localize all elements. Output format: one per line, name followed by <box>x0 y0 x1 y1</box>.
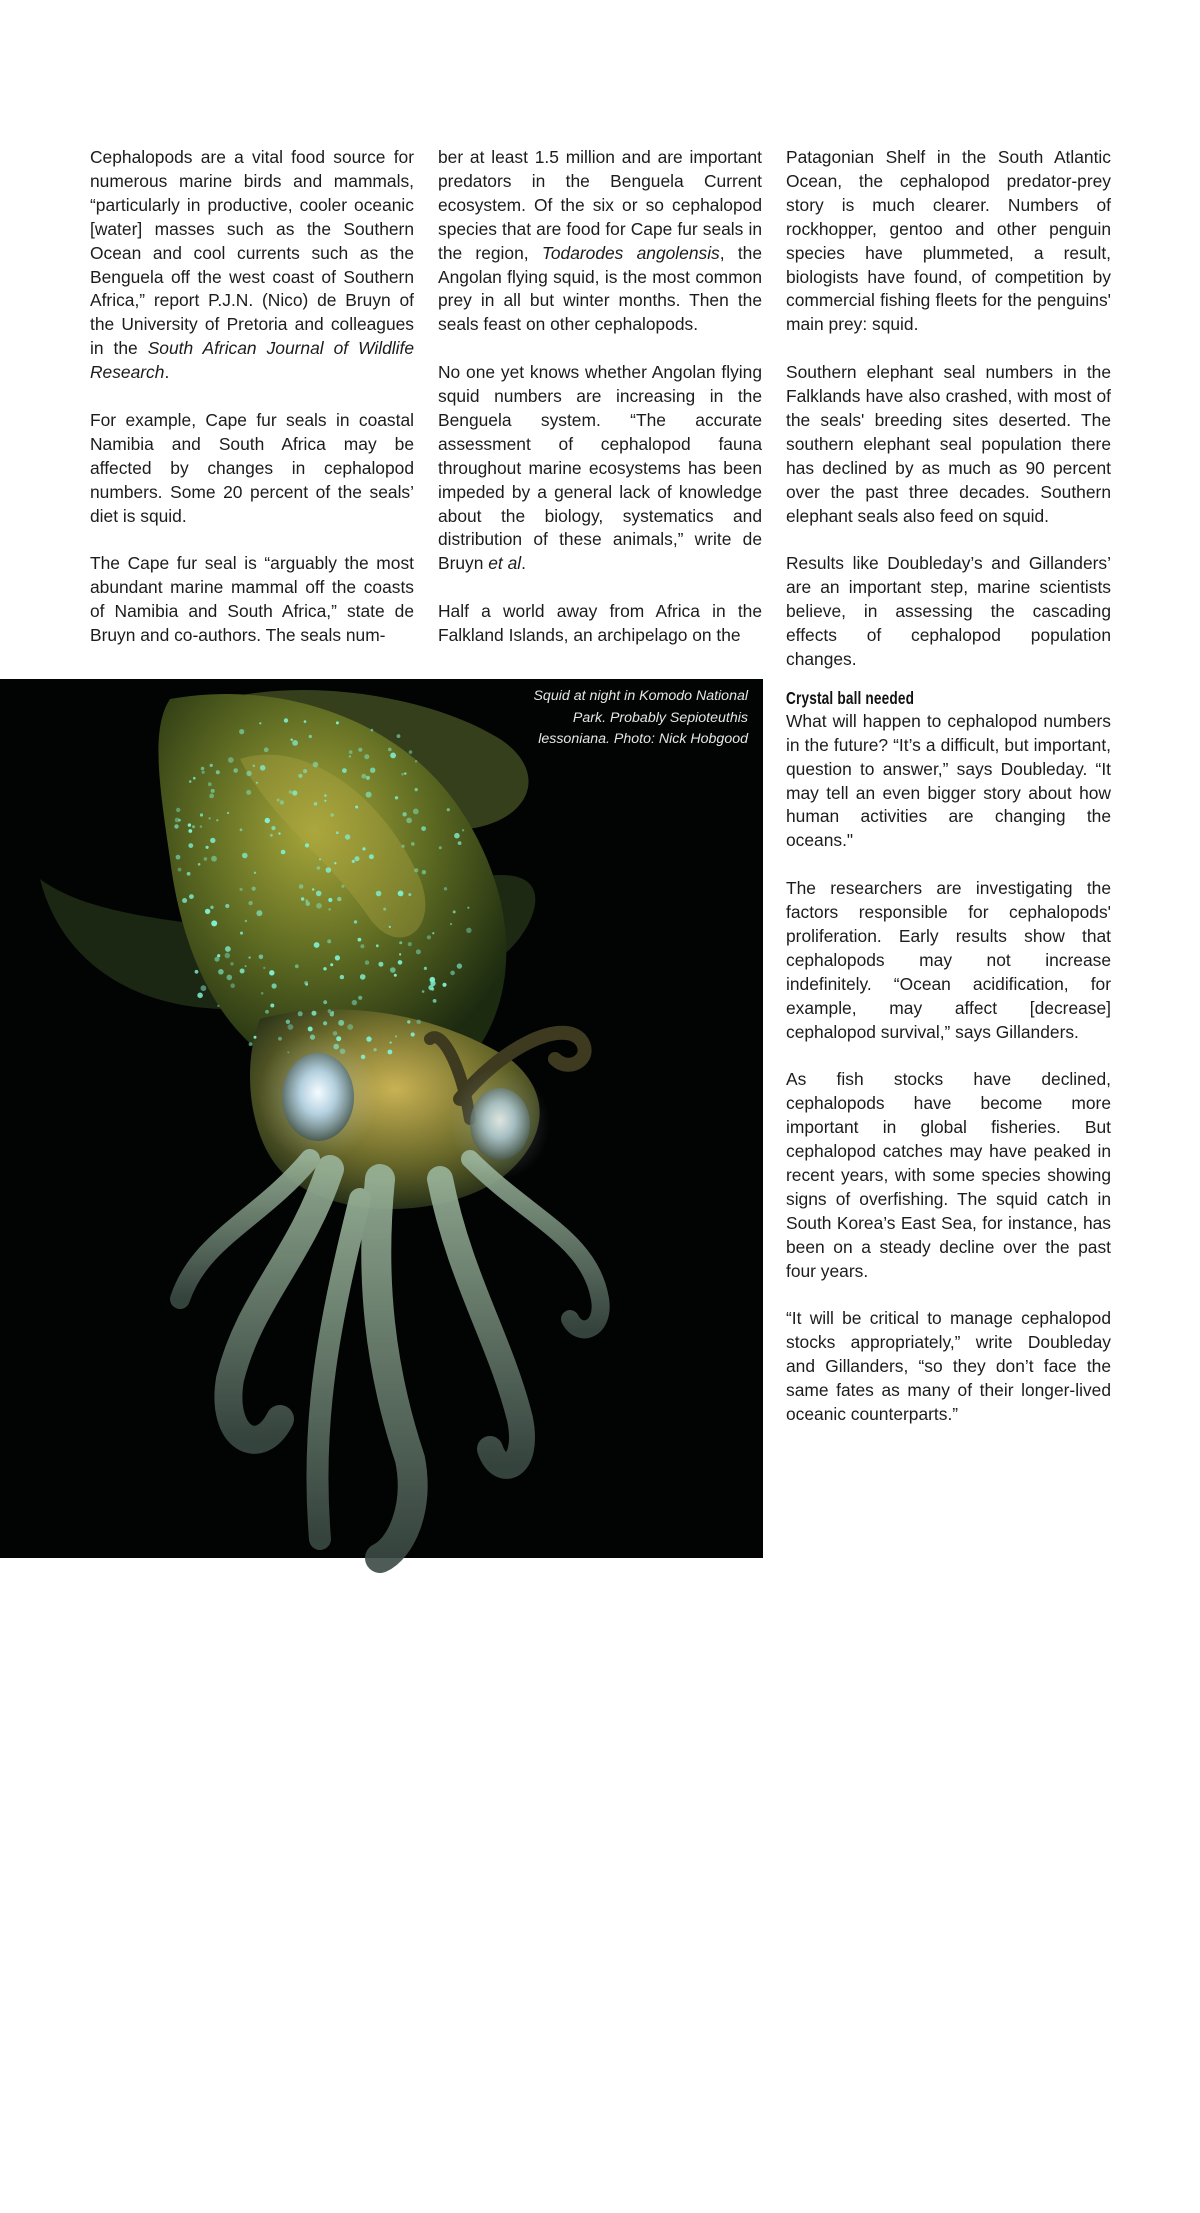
glow-spot <box>402 812 406 816</box>
glow-spot <box>230 962 233 965</box>
glow-spot <box>432 932 434 934</box>
glow-spot <box>187 872 191 876</box>
glow-spot <box>225 946 231 952</box>
glow-spot <box>280 800 284 804</box>
glow-spot <box>295 964 299 968</box>
squid-photo <box>0 679 763 2210</box>
glow-spot <box>210 764 213 767</box>
glow-spot <box>326 867 332 873</box>
glow-spot <box>370 768 375 773</box>
glow-spot <box>192 825 195 828</box>
glow-spot <box>305 843 309 847</box>
glow-spot <box>336 1036 341 1041</box>
paragraph: Half a world away from Africa in the Falkland Islands, an archipelago on the <box>438 601 762 646</box>
glow-spot <box>206 846 209 849</box>
glow-spot <box>330 963 333 966</box>
paragraph: “It will be critical to manage cephalopod stocks appropriately,” write Doubleday and Gillanders, “so they don’t face the same fates as many of their longer-lived oceanic counterparts.” <box>786 1308 1111 1425</box>
glow-spot <box>240 969 245 974</box>
glow-spot <box>398 891 404 897</box>
glow-spot <box>366 1036 371 1041</box>
glow-spot <box>245 920 247 922</box>
glow-spot <box>316 891 322 897</box>
glow-spot <box>378 962 383 967</box>
glow-spot <box>361 774 366 779</box>
glow-spot <box>317 866 321 870</box>
glow-spot <box>323 1021 327 1025</box>
glow-spot <box>209 817 211 819</box>
glow-spot <box>242 853 248 859</box>
glow-spot <box>260 765 266 771</box>
glow-spot <box>337 897 341 901</box>
paragraph: Southern elephant seal numbers in the Falklands have also crashed, with most of the seals' breeding sites deserted. The southern elephant seal population there has declined by as much as 90 percent over the past three decades. Southern elephant seals also feed on squid. <box>786 362 1111 526</box>
article-column-2 <box>438 146 762 672</box>
glow-spot <box>209 794 214 799</box>
glow-spot <box>240 888 243 891</box>
glow-spot <box>361 1055 366 1060</box>
glow-spot <box>239 729 244 734</box>
glow-spot <box>225 904 229 908</box>
paragraph: No one yet knows whether Angolan flying squid numbers are increasing in the Benguela system. “The accurate assessment of cephalopod fauna throughout marine ecosystems has been impeded by a general lack of knowledge about the biology, systematics and distribution of these animals,” write de Bruyn et al. <box>438 362 762 574</box>
et-al: et al <box>488 553 522 574</box>
glow-spot <box>355 856 360 861</box>
glow-spot <box>249 1042 253 1046</box>
glow-spot <box>227 812 229 814</box>
glow-spot <box>176 855 181 860</box>
glow-spot <box>252 887 256 891</box>
glow-spot <box>286 1020 290 1024</box>
glow-spot <box>253 765 256 768</box>
glow-spot <box>413 809 419 815</box>
glow-spot <box>411 1032 415 1036</box>
glow-spot <box>335 955 340 960</box>
paragraph: What will happen to cephalopod numbers in the future? “It’s a difficult, but important, question to answer,” says Doubleday. “It may tell an even bigger story about how human activities are changing the oceans." <box>786 710 1111 851</box>
paragraph: ber at least 1.5 million and are important predators in the Benguela Current ecosystem. Of the six or so cephalopod species that are food for Cape fur seals in the region, Todarodes angolensis, the Angolan flying squid, is the most common prey in all but winter months. Then the seals feast on other cephalopods. <box>438 147 763 335</box>
glow-spot <box>362 847 365 850</box>
glow-spot <box>304 981 308 985</box>
glow-spot <box>453 910 456 913</box>
glow-spot <box>376 891 382 897</box>
glow-spot <box>352 860 355 863</box>
glow-spot <box>467 907 469 909</box>
glow-spot <box>431 988 434 991</box>
glow-spot <box>278 832 280 834</box>
glow-spot <box>259 722 261 724</box>
page-number: 24 <box>40 2187 62 2208</box>
glow-spot <box>193 777 196 780</box>
glow-spot <box>309 735 312 738</box>
glow-spot <box>202 771 205 774</box>
glow-spot <box>394 974 397 977</box>
glow-spot <box>422 870 426 874</box>
glow-spot <box>240 932 243 935</box>
glow-spot <box>178 819 181 822</box>
glow-spot <box>246 790 251 795</box>
glow-spot <box>333 1031 338 1036</box>
glow-spot <box>414 868 418 872</box>
glow-spot <box>254 1036 257 1039</box>
glow-spot <box>278 1037 282 1041</box>
glow-spot <box>408 893 411 896</box>
glow-spot <box>316 903 322 909</box>
glow-spot <box>398 960 403 965</box>
glow-spot <box>374 1048 377 1051</box>
glow-spot <box>246 771 251 776</box>
glow-spot <box>176 808 180 812</box>
glow-spot <box>264 747 269 752</box>
glow-spot <box>272 983 277 988</box>
paragraph: The Cape fur seal is “arguably the most abundant marine mammal off the coasts of Namibia and South Africa,” state de Bruyn and co-authors. The seals num- <box>90 553 414 646</box>
glow-spot <box>328 1009 332 1013</box>
glow-spot <box>305 899 308 902</box>
glow-spot <box>197 993 203 999</box>
glow-spot <box>388 748 392 752</box>
glow-spot <box>334 862 336 864</box>
glow-spot <box>248 956 250 958</box>
paragraph: Cephalopods are a vital food source for numerous marine birds and mammals, “particularly in productive, cooler oceanic [water] masses such as the Southern Ocean and cool currents such as the Benguela off the west coast of Southern Africa,” report P.J.N. (Nico) de Bruyn of the University of Pretoria and colleagues in the South African Journal of Wildlife Research. <box>90 147 414 383</box>
glow-spot <box>328 908 330 910</box>
glow-spot <box>271 826 275 830</box>
glow-spot <box>365 960 369 964</box>
glow-spot <box>240 828 243 831</box>
glow-spot <box>216 770 220 774</box>
glow-spot <box>324 800 326 802</box>
glow-spot <box>422 990 425 993</box>
issue-date: JULY / AUGUST 2019 <box>124 2189 292 2206</box>
glow-spot <box>397 734 401 738</box>
species-name: Todarodes angolensis <box>541 242 720 263</box>
glow-spot <box>298 774 302 778</box>
glow-spot <box>284 718 288 722</box>
glow-spot <box>342 768 347 773</box>
glow-spot <box>427 935 431 939</box>
paragraph: The researchers are investigating the factors responsible for cephalopods' proliferation. Early results show that cephalopods may not increase indefinitely. “Ocean acidification, for example, may affect [decrease] cephalopod survival,” says Gillanders. <box>786 878 1111 1042</box>
magazine-logo: eco <box>79 2185 116 2210</box>
glow-spot <box>200 825 202 827</box>
glow-spot <box>189 780 192 783</box>
glow-spot <box>388 1050 393 1055</box>
glow-spot <box>289 790 293 794</box>
glow-spot <box>457 963 462 968</box>
glow-spot <box>409 750 413 754</box>
glow-spot <box>338 1020 344 1026</box>
glow-spot <box>416 1020 421 1025</box>
paragraph: Patagonian Shelf in the South Atlantic Ocean, the cephalopod predator-prey story is much clearer. Numbers of rockhopper, gentoo and other penguin species have plummeted, a result, biologists have found, of competition by commercial fishing fleets for the penguins' main prey: squid. <box>786 147 1111 335</box>
glow-spot <box>369 854 374 859</box>
glow-spot <box>433 999 437 1003</box>
glow-spot <box>358 938 362 942</box>
glow-spot <box>314 942 320 948</box>
glow-spot <box>458 841 462 845</box>
glow-spot <box>188 823 191 826</box>
glow-spot <box>328 898 332 902</box>
glow-spot <box>407 1020 410 1023</box>
glow-spot <box>313 762 319 768</box>
glow-spot <box>462 829 464 831</box>
glow-spot <box>303 769 307 773</box>
glow-spot <box>218 969 224 975</box>
glow-spot <box>298 1011 303 1016</box>
glow-spot <box>314 802 318 806</box>
glow-spot <box>395 1035 397 1037</box>
glow-spot <box>259 955 264 960</box>
glow-spot <box>389 1041 391 1043</box>
glow-spot <box>182 898 187 903</box>
glow-spot <box>254 872 256 874</box>
glow-spot <box>195 970 199 974</box>
glow-spot <box>200 813 203 816</box>
glow-spot <box>371 729 374 732</box>
glow-spot <box>263 967 265 969</box>
glow-spot <box>270 1004 274 1008</box>
glow-spot <box>217 1005 219 1007</box>
glow-spot <box>447 808 450 811</box>
glow-spot <box>466 928 471 933</box>
glow-spot <box>402 845 405 848</box>
glow-spot <box>366 776 370 780</box>
glow-spot <box>354 920 357 923</box>
glow-spot <box>399 941 402 944</box>
glow-spot <box>395 796 398 799</box>
glow-spot <box>265 1010 269 1014</box>
glow-spot <box>454 833 460 839</box>
glow-spot <box>292 740 298 746</box>
glow-spot <box>341 885 344 888</box>
glow-spot <box>292 790 297 795</box>
page-footer <box>40 2183 292 2213</box>
glow-spot <box>366 792 372 798</box>
glow-spot <box>358 748 362 752</box>
glow-spot <box>210 906 213 909</box>
glow-spot <box>245 965 247 967</box>
glow-spot <box>327 939 331 943</box>
glow-spot <box>411 842 415 846</box>
glow-spot <box>355 806 358 809</box>
glow-spot <box>323 1000 327 1004</box>
glow-spot <box>291 739 293 741</box>
glow-spot <box>270 834 273 837</box>
glow-spot <box>230 983 235 988</box>
glow-spot <box>308 1027 313 1032</box>
glow-spot <box>304 720 307 723</box>
glow-spot <box>299 884 304 889</box>
glow-spot <box>211 856 217 862</box>
glow-spot <box>333 1044 339 1050</box>
glow-spot <box>439 846 442 849</box>
glow-spot <box>415 760 418 763</box>
glow-spot <box>210 838 215 843</box>
glow-spot <box>332 1011 334 1013</box>
glow-spot <box>340 975 344 979</box>
glow-spot <box>174 824 178 828</box>
paragraph: For example, Cape fur seals in coastal Namibia and South Africa may be affected by changes in cephalopod numbers. Some 20 percent of the seals’ diet is squid. <box>90 409 414 526</box>
glow-spot <box>233 768 238 773</box>
glow-spot <box>324 794 326 796</box>
glow-spot <box>340 1049 346 1055</box>
glow-spot <box>215 957 220 962</box>
paragraph: Results like Doubleday’s and Gillanders’ are an important step, marine scientists believe, in assessing the cascading effects of cephalopod population changes. <box>786 553 1111 669</box>
glow-spot <box>323 967 326 970</box>
glow-spot <box>421 826 426 831</box>
glow-spot <box>390 967 396 973</box>
glow-spot <box>310 1035 315 1040</box>
glow-spot <box>211 789 215 793</box>
glow-spot <box>256 910 262 916</box>
glow-spot <box>269 970 274 975</box>
glow-spot <box>216 819 218 821</box>
glow-spot <box>188 843 193 848</box>
glow-spot <box>188 829 192 833</box>
glow-spot <box>401 773 404 776</box>
glow-spot <box>198 863 201 866</box>
glow-spot <box>390 753 396 759</box>
glow-spot <box>444 887 447 890</box>
glow-spot <box>406 818 412 824</box>
glow-spot <box>277 799 280 802</box>
glow-spot <box>416 949 421 954</box>
glow-spot <box>265 818 270 823</box>
glow-spot <box>208 782 212 786</box>
article-column-1 <box>90 146 414 672</box>
glow-spot <box>450 971 455 976</box>
glow-spot <box>442 983 446 987</box>
glow-spot <box>204 857 208 861</box>
glow-spot <box>408 942 412 946</box>
glow-spot <box>358 996 362 1000</box>
glow-spot <box>383 908 386 911</box>
journal-title: South African Journal of Wildlife Research <box>90 338 414 383</box>
glow-spot <box>349 755 351 757</box>
glow-spot <box>364 754 369 759</box>
glow-spot <box>336 721 339 724</box>
glow-spot <box>389 926 391 928</box>
glow-spot <box>376 944 379 947</box>
glow-spot <box>287 1051 289 1053</box>
glow-spot <box>360 974 366 980</box>
glow-spot <box>349 750 353 754</box>
glow-spot <box>347 1024 353 1030</box>
glow-spot <box>227 975 233 981</box>
glow-spot <box>336 831 339 834</box>
glow-spot <box>281 850 286 855</box>
glow-spot <box>256 782 258 784</box>
glow-spot <box>261 992 264 995</box>
glow-spot <box>301 897 304 900</box>
squid-illustration <box>0 679 763 1558</box>
section-subheading: Crystal ball needed <box>786 687 915 708</box>
glow-spot <box>415 788 418 791</box>
glow-spot <box>404 772 406 774</box>
glow-spot <box>201 985 207 991</box>
glow-spot <box>205 909 210 914</box>
glow-spot <box>189 894 194 899</box>
glow-spot <box>312 888 314 890</box>
glow-spot <box>225 953 230 958</box>
glow-spot <box>345 834 350 839</box>
glow-spot <box>211 920 217 926</box>
glow-spot <box>288 1024 294 1030</box>
glow-spot <box>399 953 401 955</box>
glow-spot <box>319 858 321 860</box>
glow-spot <box>424 967 427 970</box>
paragraph: As fish stocks have declined, cephalopods have become more important in global fisheries. But cephalopod catches may have peaked in recent years, with some species showing signs of overfishing. The squid catch in South Korea’s East Sea, for instance, has been on a steady decline over the past four years. <box>786 1069 1111 1281</box>
glow-spot <box>430 977 436 983</box>
glow-spot <box>201 767 205 771</box>
glow-spot <box>312 1011 317 1016</box>
glow-spot <box>360 944 364 948</box>
glow-spot <box>352 1000 357 1005</box>
photo-caption: Squid at night in Komodo National Park. Probably Sepioteuthis lessoniana. Photo: Nick Hobgood <box>533 688 748 747</box>
glow-spot <box>228 757 234 763</box>
glow-spot <box>331 813 334 816</box>
article-column-3 <box>786 146 1111 1451</box>
glow-spot <box>178 868 182 872</box>
glow-spot <box>450 923 452 925</box>
glow-spot <box>248 901 252 905</box>
